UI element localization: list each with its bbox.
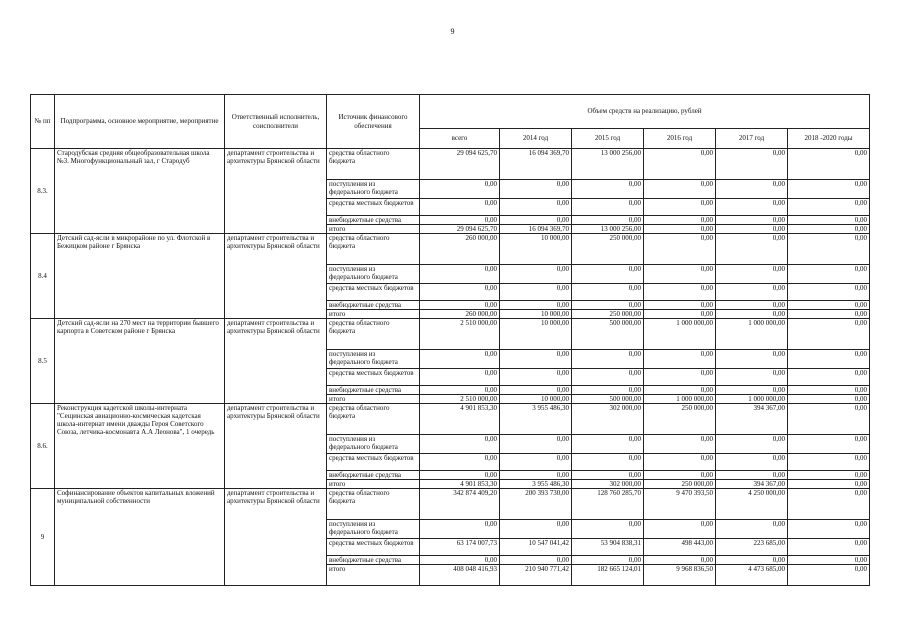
amount-cell: 0,00: [788, 480, 870, 489]
header-year: 2017 год: [716, 129, 788, 149]
amount-cell: 0,00: [716, 216, 788, 225]
amount-cell: 0,00: [572, 435, 644, 454]
budget-table: [30, 94, 870, 586]
amount-cell: 0,00: [716, 149, 788, 180]
funding-source: средства областного бюджета: [327, 489, 420, 520]
amount-cell: 0,00: [500, 454, 572, 471]
amount-cell: 500 000,00: [572, 319, 644, 350]
amount-cell: 0,00: [788, 565, 870, 586]
amount-cell: 0,00: [788, 556, 870, 565]
amount-cell: 0,00: [644, 556, 716, 565]
amount-cell: 16 094 369,70: [500, 225, 572, 234]
amount-cell: 0,00: [420, 435, 500, 454]
funding-source: средства областного бюджета: [327, 404, 420, 435]
amount-cell: 10 000,00: [500, 234, 572, 265]
funding-source: средства областного бюджета: [327, 319, 420, 350]
amount-cell: 0,00: [716, 265, 788, 284]
amount-cell: 223 685,00: [716, 539, 788, 556]
amount-cell: 0,00: [788, 265, 870, 284]
amount-cell: 4 250 000,00: [716, 489, 788, 520]
amount-cell: 0,00: [500, 216, 572, 225]
amount-cell: 200 393 730,00: [500, 489, 572, 520]
header-row: [31, 95, 870, 129]
amount-cell: 408 048 416,93: [420, 565, 500, 586]
funding-source: поступления из федерального бюджета: [327, 520, 420, 539]
amount-cell: 0,00: [420, 216, 500, 225]
table-body: [31, 149, 870, 586]
amount-cell: 0,00: [420, 369, 500, 386]
amount-cell: 260 000,00: [420, 234, 500, 265]
table-row: [31, 234, 870, 265]
amount-cell: 0,00: [572, 216, 644, 225]
funding-source: поступления из федерального бюджета: [327, 265, 420, 284]
amount-cell: 53 904 838,31: [572, 539, 644, 556]
amount-cell: 0,00: [644, 471, 716, 480]
executor: департамент строительства и архитектуры Брянской области: [225, 319, 327, 404]
amount-cell: 29 094 625,70: [420, 149, 500, 180]
amount-cell: 250 000,00: [572, 234, 644, 265]
amount-cell: 210 940 771,42: [500, 565, 572, 586]
amount-cell: 0,00: [572, 520, 644, 539]
executor: департамент строительства и архитектуры Брянской области: [225, 489, 327, 586]
amount-cell: 0,00: [644, 234, 716, 265]
amount-cell: 0,00: [716, 301, 788, 310]
amount-cell: 0,00: [572, 199, 644, 216]
amount-cell: 342 874 409,20: [420, 489, 500, 520]
amount-cell: 63 174 007,73: [420, 539, 500, 556]
amount-cell: 0,00: [716, 556, 788, 565]
amount-cell: 10 000,00: [500, 319, 572, 350]
amount-cell: 4 901 853,30: [420, 404, 500, 435]
amount-cell: 16 094 369,70: [500, 149, 572, 180]
funding-source: внебюджетные средства: [327, 471, 420, 480]
amount-cell: 500 000,00: [572, 395, 644, 404]
amount-cell: 0,00: [420, 454, 500, 471]
amount-cell: 0,00: [572, 556, 644, 565]
amount-cell: 3 955 486,30: [500, 404, 572, 435]
amount-cell: 394 367,00: [716, 404, 788, 435]
amount-cell: 0,00: [788, 386, 870, 395]
amount-cell: 0,00: [420, 556, 500, 565]
amount-cell: 0,00: [788, 369, 870, 386]
funding-source: средства местных бюджетов: [327, 199, 420, 216]
amount-cell: 0,00: [788, 319, 870, 350]
measure-name: Стародубская средняя общеобразовательная школа №3. Многофункциональный зал, г Стародуб: [55, 149, 225, 234]
amount-cell: 0,00: [716, 225, 788, 234]
amount-cell: 0,00: [500, 520, 572, 539]
amount-cell: 0,00: [572, 265, 644, 284]
amount-cell: 9 470 393,50: [644, 489, 716, 520]
amount-cell: 0,00: [644, 350, 716, 369]
funding-source: средства областного бюджета: [327, 234, 420, 265]
funding-source: итого: [327, 480, 420, 489]
amount-cell: 2 510 000,00: [420, 319, 500, 350]
measure-name: Реконструкция кадетской школы-интерната "Сещинская авиационно-космическая кадетская школа-интернат имени дважды Героя Советского Союза, летчика-космонавта А.А Леонова", 1 очередь: [55, 404, 225, 489]
funding-source: средства местных бюджетов: [327, 369, 420, 386]
amount-cell: 0,00: [572, 369, 644, 386]
amount-cell: 0,00: [716, 180, 788, 199]
amount-cell: 4 901 853,30: [420, 480, 500, 489]
amount-cell: 302 000,00: [572, 404, 644, 435]
funding-source: средства местных бюджетов: [327, 454, 420, 471]
amount-cell: 0,00: [716, 310, 788, 319]
amount-cell: 260 000,00: [420, 310, 500, 319]
measure-name: Софинансирование объектов капитальных вложений муниципальной собственности: [55, 489, 225, 586]
header-year: 2014 год: [500, 129, 572, 149]
amount-cell: 0,00: [500, 471, 572, 480]
executor: департамент строительства и архитектуры Брянской области: [225, 234, 327, 319]
amount-cell: 498 443,00: [644, 539, 716, 556]
row-index: 9: [31, 489, 55, 586]
amount-cell: 0,00: [788, 149, 870, 180]
amount-cell: 0,00: [572, 454, 644, 471]
amount-cell: 0,00: [788, 310, 870, 319]
funding-source: поступления из федерального бюджета: [327, 435, 420, 454]
amount-cell: 0,00: [644, 454, 716, 471]
amount-cell: 0,00: [716, 520, 788, 539]
amount-cell: 13 000 256,00: [572, 225, 644, 234]
amount-cell: 0,00: [572, 180, 644, 199]
funding-source: поступления из федерального бюджета: [327, 350, 420, 369]
amount-cell: 0,00: [644, 284, 716, 301]
funding-source: внебюджетные средства: [327, 216, 420, 225]
amount-cell: 10 000,00: [500, 395, 572, 404]
funding-source: итого: [327, 395, 420, 404]
amount-cell: 1 000 000,00: [716, 395, 788, 404]
funding-source: средства местных бюджетов: [327, 539, 420, 556]
amount-cell: 302 000,00: [572, 480, 644, 489]
amount-cell: 0,00: [788, 454, 870, 471]
amount-cell: 0,00: [500, 435, 572, 454]
funding-source: средства местных бюджетов: [327, 284, 420, 301]
funding-source: итого: [327, 225, 420, 234]
amount-cell: 0,00: [500, 556, 572, 565]
amount-cell: 0,00: [788, 216, 870, 225]
header-index: № пп: [31, 95, 55, 149]
amount-cell: 0,00: [716, 284, 788, 301]
table-row: [31, 149, 870, 180]
amount-cell: 10 547 041,42: [500, 539, 572, 556]
amount-cell: 0,00: [572, 284, 644, 301]
amount-cell: 0,00: [716, 369, 788, 386]
amount-cell: 1 000 000,00: [644, 319, 716, 350]
funding-source: средства областного бюджета: [327, 149, 420, 180]
amount-cell: 0,00: [788, 199, 870, 216]
header-year: всего: [420, 129, 500, 149]
header-source: Источник финансового обеспечения: [327, 95, 420, 149]
header-executor: Ответственный исполнитель, соисполнители: [225, 95, 327, 149]
amount-cell: 394 367,00: [716, 480, 788, 489]
amount-cell: 0,00: [788, 404, 870, 435]
amount-cell: 0,00: [420, 386, 500, 395]
header-volume: Объем средств на реализацию, рублей: [420, 95, 870, 129]
amount-cell: 10 000,00: [500, 310, 572, 319]
amount-cell: 0,00: [420, 301, 500, 310]
amount-cell: 0,00: [644, 265, 716, 284]
amount-cell: 0,00: [644, 386, 716, 395]
amount-cell: 0,00: [500, 301, 572, 310]
amount-cell: 0,00: [644, 180, 716, 199]
executor: департамент строительства и архитектуры Брянской области: [225, 149, 327, 234]
amount-cell: 0,00: [500, 386, 572, 395]
amount-cell: 0,00: [500, 265, 572, 284]
funding-source: внебюджетные средства: [327, 301, 420, 310]
amount-cell: 0,00: [788, 435, 870, 454]
amount-cell: 13 000 256,00: [572, 149, 644, 180]
amount-cell: 3 955 486,30: [500, 480, 572, 489]
amount-cell: 0,00: [572, 350, 644, 369]
amount-cell: 2 510 000,00: [420, 395, 500, 404]
amount-cell: 250 000,00: [572, 310, 644, 319]
amount-cell: 0,00: [788, 225, 870, 234]
executor: департамент строительства и архитектуры Брянской области: [225, 404, 327, 489]
page-number: 9: [450, 27, 455, 36]
amount-cell: 0,00: [788, 489, 870, 520]
amount-cell: 0,00: [716, 350, 788, 369]
measure-name: Детский сад-ясли на 270 мест на территории бывшего карпорта в Советском районе г Брянска: [55, 319, 225, 404]
amount-cell: 0,00: [500, 199, 572, 216]
row-index: 8.5: [31, 319, 55, 404]
amount-cell: 0,00: [716, 454, 788, 471]
row-index: 8.4: [31, 234, 55, 319]
table-row: [31, 319, 870, 350]
table-row: [31, 489, 870, 520]
amount-cell: 0,00: [500, 284, 572, 301]
amount-cell: 0,00: [500, 350, 572, 369]
amount-cell: 0,00: [788, 284, 870, 301]
amount-cell: 0,00: [420, 350, 500, 369]
amount-cell: 0,00: [420, 199, 500, 216]
header-year: 2018 -2020 годы: [788, 129, 870, 149]
amount-cell: 0,00: [500, 180, 572, 199]
amount-cell: 0,00: [420, 284, 500, 301]
amount-cell: 0,00: [644, 149, 716, 180]
amount-cell: 0,00: [788, 520, 870, 539]
amount-cell: 1 000 000,00: [716, 319, 788, 350]
funding-source: итого: [327, 565, 420, 586]
amount-cell: 0,00: [420, 265, 500, 284]
amount-cell: 0,00: [644, 520, 716, 539]
funding-source: внебюджетные средства: [327, 556, 420, 565]
amount-cell: 0,00: [716, 234, 788, 265]
amount-cell: 1 000 000,00: [644, 395, 716, 404]
funding-source: поступления из федерального бюджета: [327, 180, 420, 199]
amount-cell: 0,00: [716, 199, 788, 216]
amount-cell: 0,00: [644, 435, 716, 454]
funding-source: внебюджетные средства: [327, 386, 420, 395]
header-name: Подпрограмма, основное мероприятие, мероприятие: [55, 95, 225, 149]
amount-cell: 0,00: [788, 471, 870, 480]
amount-cell: 0,00: [788, 180, 870, 199]
amount-cell: 128 760 285,70: [572, 489, 644, 520]
amount-cell: 0,00: [716, 386, 788, 395]
row-index: 8.6.: [31, 404, 55, 489]
amount-cell: 0,00: [644, 225, 716, 234]
funding-source: итого: [327, 310, 420, 319]
table-row: [31, 404, 870, 435]
amount-cell: 0,00: [420, 180, 500, 199]
measure-name: Детский сад-ясли в микрорайоне по ул. Флотской в Бежицком районе г Брянска: [55, 234, 225, 319]
header-year: 2015 год: [572, 129, 644, 149]
amount-cell: 29 094 625,70: [420, 225, 500, 234]
amount-cell: 4 473 685,00: [716, 565, 788, 586]
amount-cell: 0,00: [788, 301, 870, 310]
amount-cell: 0,00: [644, 310, 716, 319]
amount-cell: 0,00: [788, 350, 870, 369]
amount-cell: 0,00: [572, 471, 644, 480]
amount-cell: 0,00: [420, 520, 500, 539]
amount-cell: 0,00: [572, 386, 644, 395]
amount-cell: 0,00: [500, 369, 572, 386]
amount-cell: 0,00: [572, 301, 644, 310]
amount-cell: 0,00: [716, 471, 788, 480]
amount-cell: 0,00: [716, 435, 788, 454]
header-year: 2016 год: [644, 129, 716, 149]
amount-cell: 0,00: [788, 539, 870, 556]
amount-cell: 182 665 124,01: [572, 565, 644, 586]
amount-cell: 0,00: [644, 199, 716, 216]
amount-cell: 0,00: [420, 471, 500, 480]
row-index: 8.3.: [31, 149, 55, 234]
amount-cell: 0,00: [644, 216, 716, 225]
amount-cell: 0,00: [788, 234, 870, 265]
amount-cell: 9 968 836,50: [644, 565, 716, 586]
amount-cell: 250 000,00: [644, 480, 716, 489]
amount-cell: 0,00: [644, 301, 716, 310]
amount-cell: 0,00: [788, 395, 870, 404]
amount-cell: 0,00: [644, 369, 716, 386]
amount-cell: 250 000,00: [644, 404, 716, 435]
